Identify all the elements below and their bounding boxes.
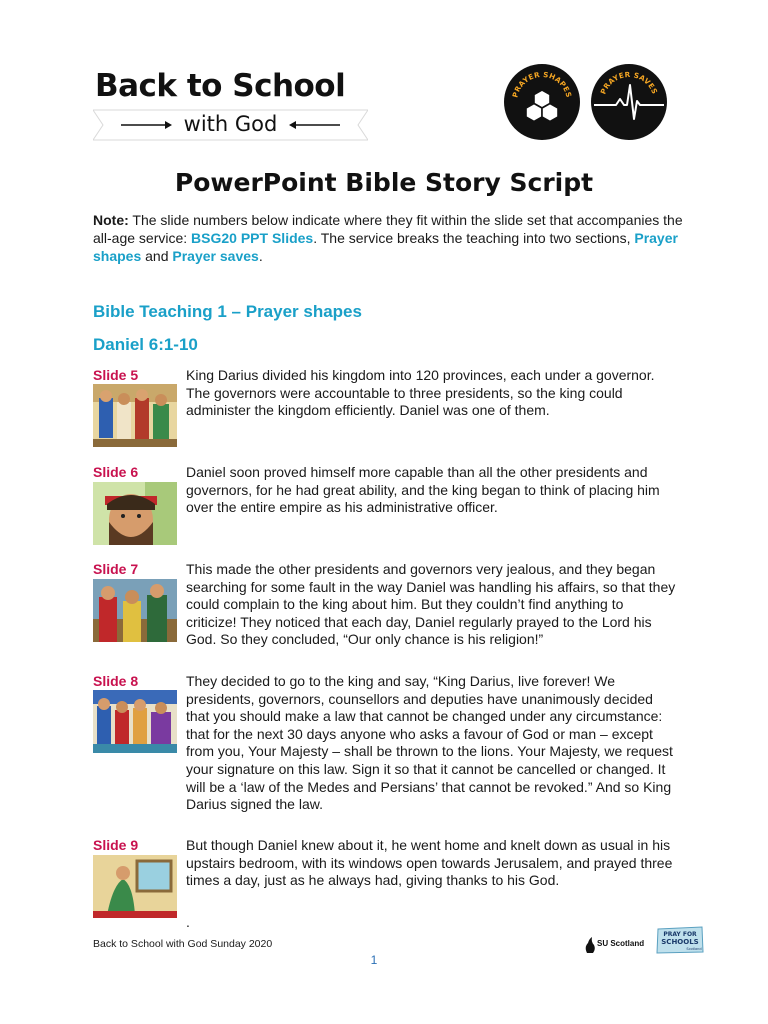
prayer-saves-badge [590, 63, 668, 141]
prayer-shapes-link[interactable]: Prayer shapes [93, 230, 678, 264]
trailing-dot: . [186, 914, 190, 930]
slide-6-thumbnail [93, 482, 177, 545]
slide-9-label: Slide 9 [93, 837, 139, 853]
note-paragraph [93, 211, 683, 265]
note-text-3: and [141, 248, 173, 264]
page-number: 1 [370, 953, 378, 967]
slide-9-text: But though Daniel knew about it, he went home and knelt down as usual in his upstairs bedroom, with its windows open towards Jerusalem, and prayed three times a day, just as he always had, giving thanks to his God. [186, 837, 673, 889]
bsg20-ppt-slides-link[interactable]: BSG20 PPT Slides [191, 230, 314, 246]
slide-5-text: King Darius divided his kingdom into 120 provinces, each under a governor. The governors were accountable to three presidents, so the king could administer the kingdom efficiently. Daniel was one of them. [186, 367, 655, 419]
slide-9-thumbnail [93, 855, 177, 918]
su-scotland-text: SU Scotland [597, 939, 645, 948]
slide-5-thumbnail [93, 384, 177, 447]
pfs-line-1: PRAY FOR [663, 931, 697, 938]
pfs-line-2: SCHOOLS [661, 938, 699, 946]
slide-7-text: This made the other presidents and governors very jealous, and they began searching for some fault in the way Daniel was handling his affairs, so that they could complain to the king about him. But they couldn’t find anything to criticize! They noticed that each day, Daniel regularly prayed to the Lord his God. So they concluded, “Our only chance is his religion!” [186, 561, 676, 648]
footer-text: Back to School with God Sunday 2020 [93, 938, 273, 950]
note-lead: Note: [93, 212, 129, 228]
slide-6-text: Daniel soon proved himself more capable than all the other presidents and governors, for he had great ability, and the king began to think of placing him over the entire empire as his administrative officer. [186, 464, 660, 516]
pfs-line-3: Scotland [686, 947, 702, 951]
note-text-1: The slide numbers below indicate where they fit within the slide set that accompanies the all-age service: [93, 212, 683, 246]
note-text-4: . [258, 248, 263, 264]
slide-6-label: Slide 6 [93, 464, 139, 480]
prayer-shapes-badge [503, 63, 581, 141]
logo-subtitle: with God [183, 112, 278, 136]
slide-5-label: Slide 5 [93, 367, 139, 383]
slide-8-label: Slide 8 [93, 673, 139, 689]
passage-reference: Daniel 6:1-10 [93, 335, 198, 354]
back-to-school-logo [93, 68, 368, 144]
page-title: PowerPoint Bible Story Script [174, 168, 594, 197]
section-heading: Bible Teaching 1 – Prayer shapes [93, 302, 362, 321]
slide-8-thumbnail [93, 690, 177, 753]
badge-label-prayer-saves: PRAYER SAVES [598, 69, 660, 96]
logo-title: Back to School [95, 68, 346, 104]
prayer-saves-link[interactable]: Prayer saves [172, 248, 259, 264]
note-text-2: . The service breaks the teaching into two sections, [313, 230, 635, 246]
slide-8-text: They decided to go to the king and say, “King Darius, live forever! We presidents, governors, counsellors and deputies have unanimously decided that you should make a law that cannot be changed under any circumstance: that for the next 30 days anyone who asks a favour of God or man – except from you, Your Majesty – shall be thrown to the lions. Your Majesty, we request your signature on this law. Sign it so that it cannot be cancelled or changed. It will be a ‘law of the Medes and Persians’ that cannot be revoked.” And so King Darius signed the law. [186, 673, 673, 813]
pray-for-schools-logo [656, 926, 704, 954]
su-flame-icon [586, 937, 595, 953]
slide-7-label: Slide 7 [93, 561, 139, 577]
slide-7-thumbnail [93, 579, 177, 642]
badge-label-prayer-shapes: PRAYER SHAPES [510, 69, 574, 99]
